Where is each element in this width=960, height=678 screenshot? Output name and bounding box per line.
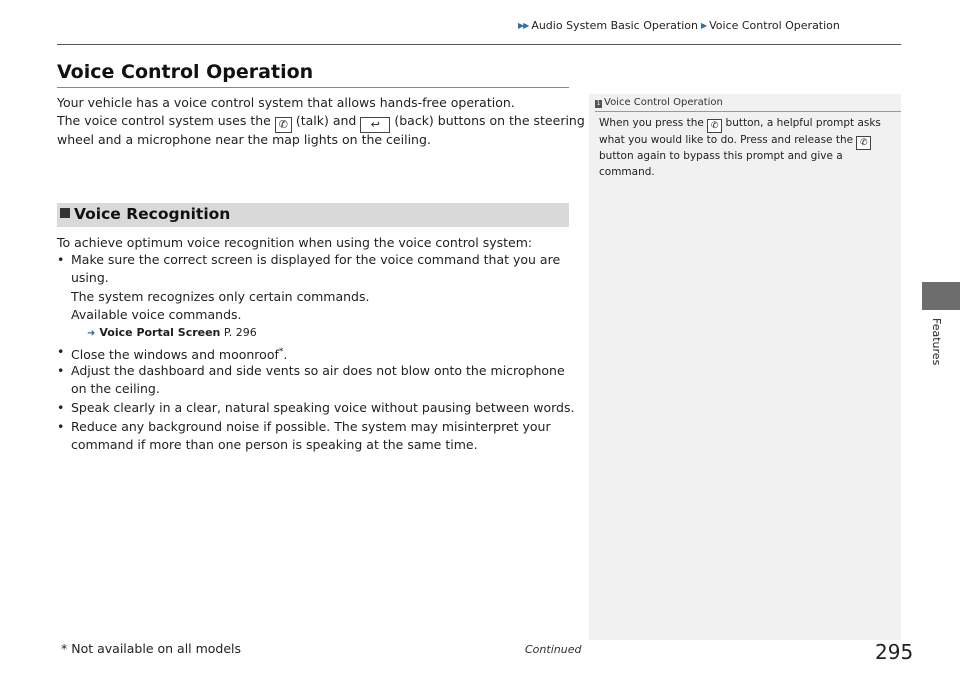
square-bullet-icon xyxy=(60,208,70,218)
bullet-icon: • xyxy=(57,363,65,378)
page-number: 295 xyxy=(875,640,914,664)
continued-label: Continued xyxy=(525,643,582,656)
list-item xyxy=(57,399,64,417)
reference-page: P. 296 xyxy=(223,326,257,339)
list-item-text: Make sure the correct screen is displayed for the voice command that you are xyxy=(71,252,561,267)
list-item-text: on the ceiling. xyxy=(71,381,160,396)
list-item-text: using. xyxy=(71,270,109,285)
section-heading-text: Voice Recognition xyxy=(74,205,231,223)
reference-label[interactable]: Voice Portal Screen xyxy=(99,326,221,339)
section-tab-marker xyxy=(922,282,960,310)
bullet-icon: • xyxy=(57,344,65,359)
list-item-text: Close the windows and moonroof xyxy=(71,347,279,363)
section-intro: To achieve optimum voice recognition when using the voice control system: xyxy=(57,235,533,250)
footnote: * Not available on all models xyxy=(61,641,242,656)
list-item xyxy=(57,343,64,361)
back-button-icon: ↩ xyxy=(360,117,390,133)
list-item-text: . xyxy=(283,347,288,363)
list-item-text: The system recognizes only certain commands. xyxy=(71,289,370,304)
note-line xyxy=(599,115,881,133)
bullet-icon: • xyxy=(57,400,65,415)
talk-button-icon: ✆ xyxy=(707,119,722,133)
cross-reference[interactable] xyxy=(87,326,257,339)
intro-line: Your vehicle has a voice control system that allows hands-free operation. xyxy=(57,95,515,110)
list-item xyxy=(57,362,64,380)
note-text: When you press the xyxy=(599,117,704,129)
bullet-icon: • xyxy=(57,252,65,267)
page-title: Voice Control Operation xyxy=(57,61,314,83)
note-title xyxy=(595,97,723,108)
list-item xyxy=(57,251,64,269)
intro-text: (back) buttons on the steering xyxy=(394,113,585,128)
list-item-text: Adjust the dashboard and side vents so air does not blow onto the microphone xyxy=(71,363,565,378)
bullet-icon: • xyxy=(57,419,65,434)
list-item-text: Available voice commands. xyxy=(71,307,242,322)
intro-line: wheel and a microphone near the map lights on the ceiling. xyxy=(57,132,431,147)
title-divider xyxy=(57,87,569,88)
breadcrumb-arrow-icon: ▶▶ xyxy=(518,21,529,30)
section-heading xyxy=(60,205,230,223)
talk-button-icon: ✆ xyxy=(275,117,292,133)
note-number-icon: 1 xyxy=(596,100,601,107)
note-title-text: Voice Control Operation xyxy=(604,97,723,108)
breadcrumb-item-audio-system[interactable]: Audio System Basic Operation xyxy=(531,19,698,32)
header-divider xyxy=(57,44,901,45)
breadcrumb xyxy=(518,19,840,32)
note-text: what you would like to do. Press and release the xyxy=(599,134,854,146)
reference-arrow-icon: ➜ xyxy=(87,328,96,339)
note-text: button, a helpful prompt asks xyxy=(725,117,881,129)
list-item-text: command if more than one person is speaking at the same time. xyxy=(71,437,478,452)
intro-text: (talk) and xyxy=(295,113,357,128)
note-line: command. xyxy=(599,166,655,178)
footnote-marker: * xyxy=(278,347,284,357)
list-item-text: Reduce any background noise if possible. The system may misinterpret your xyxy=(71,419,551,434)
breadcrumb-item-voice-control[interactable]: Voice Control Operation xyxy=(709,19,840,32)
list-item-text xyxy=(71,343,287,364)
section-tab-label: Features xyxy=(930,318,943,366)
intro-text: The voice control system uses the xyxy=(57,113,271,128)
note-line: button again to bypass this prompt and give a xyxy=(599,150,843,162)
breadcrumb-arrow-icon: ▶ xyxy=(700,21,707,30)
list-item-text: Speak clearly in a clear, natural speaking voice without pausing between words. xyxy=(71,400,575,415)
list-item xyxy=(57,418,64,436)
talk-button-icon: ✆ xyxy=(856,136,871,150)
note-divider xyxy=(595,111,901,112)
intro-line xyxy=(57,112,585,133)
